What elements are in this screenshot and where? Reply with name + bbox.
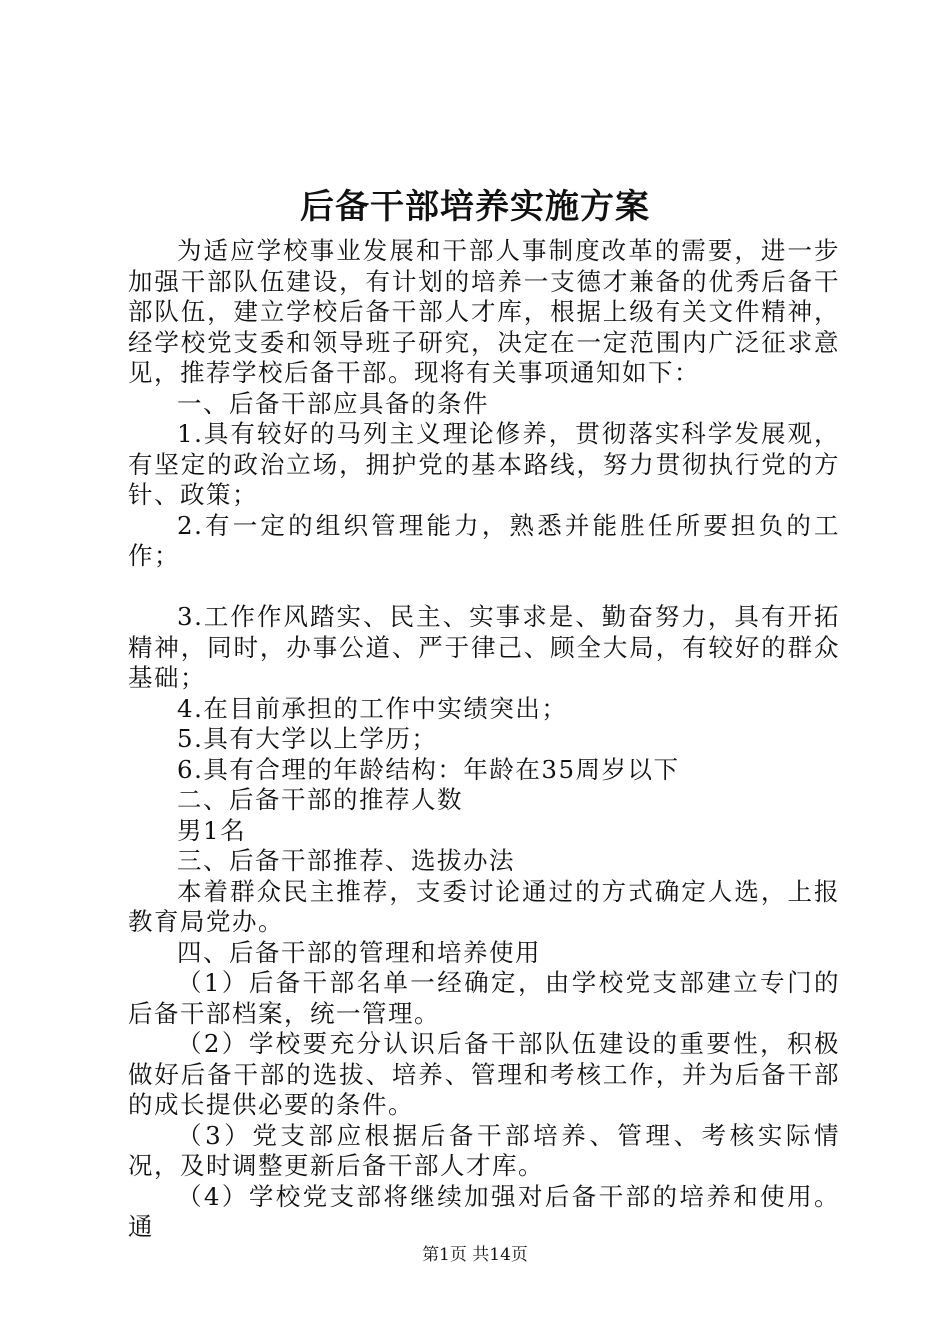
section-heading-count: 二、后备干部的推荐人数	[177, 785, 463, 814]
intro-paragraph: 为适应学校事业发展和干部人事制度改革的需要，进一步加强干部队伍建设，有计划的培养一支德才兼备的优秀后备干部队伍，建立学校后备干部人才库，根据上级有关文件精神，经学校党支委和领导班子研究，决定在一定范围内广泛征求意见，推荐学校后备干部。现将有关事项通知如下：	[128, 236, 840, 387]
condition-item-5: 5.具有大学以上学历；	[177, 724, 438, 753]
condition-item-6: 6.具有合理的年龄结构：年龄在35周岁以下	[177, 754, 680, 784]
condition-item-2: 2.有一定的组织管理能力，熟悉并能胜任所要担负的工作；	[128, 510, 840, 570]
count-paragraph: 男1名	[177, 815, 247, 845]
condition-item-3: 3.工作作风踏实、民主、实事求是、勤奋努力，具有开拓精神，同时，办事公道、严于律己、顾全大局，有较好的群众基础；	[128, 602, 840, 692]
document-body	[128, 236, 840, 1243]
section-heading-method: 三、后备干部推荐、选拔办法	[177, 846, 515, 875]
management-item-4: （4）学校党支部将继续加强对后备干部的培养和使用。通	[128, 1181, 840, 1241]
management-item-2: （2）学校要充分认识后备干部队伍建设的重要性，积极做好后备干部的选拔、培养、管理和考核工作，并为后备干部的成长提供必要的条件。	[128, 1029, 840, 1119]
document-title: 后备干部培养实施方案	[300, 187, 650, 227]
management-item-1: （1）后备干部名单一经确定，由学校党支部建立专门的后备干部档案，统一管理。	[128, 968, 840, 1028]
condition-item-1: 1.具有较好的马列主义理论修养，贯彻落实科学发展观，有坚定的政治立场，拥护党的基本路线，努力贯彻执行党的方针、政策；	[128, 419, 840, 509]
page-footer: 第1页 共14页	[422, 1245, 528, 1265]
section-heading-conditions: 一、后备干部应具备的条件	[177, 388, 489, 418]
condition-item-4: 4.在目前承担的工作中实绩突出；	[177, 693, 568, 723]
section-heading-management: 四、后备干部的管理和培养使用	[177, 937, 541, 967]
management-item-3: （3）党支部应根据后备干部培养、管理、考核实际情况，及时调整更新后备干部人才库。	[128, 1120, 840, 1180]
method-paragraph: 本着群众民主推荐，支委讨论通过的方式确定人选，上报教育局党办。	[128, 876, 840, 936]
